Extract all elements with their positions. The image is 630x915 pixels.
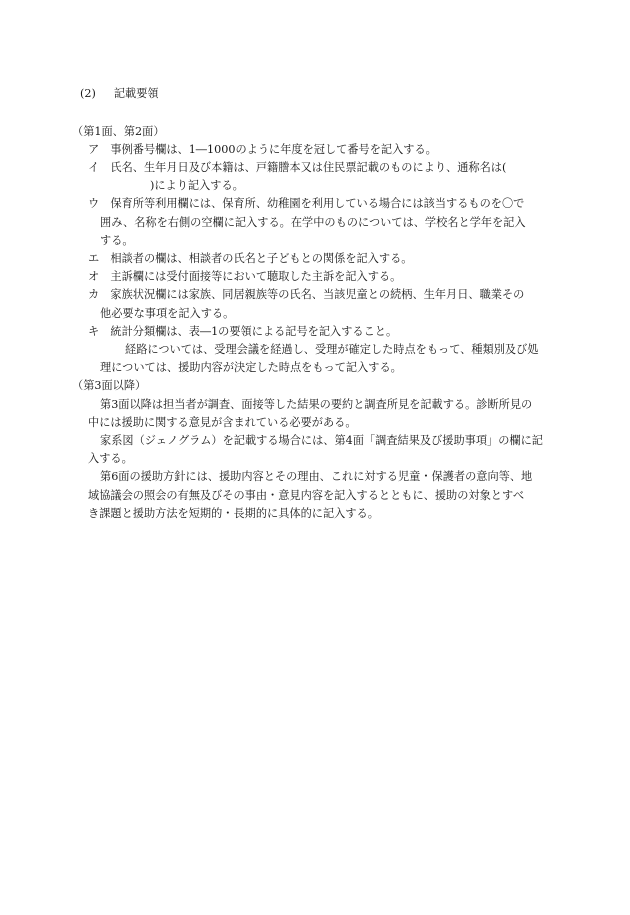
item-u-cont-2: する。 [100, 234, 134, 247]
item-e: エ 相談者の欄は、相談者の氏名と子どもとの関係を記入する。 [88, 252, 413, 265]
item-ka: カ 家族状況欄には家族、同居親族等の氏名、当該児童との続柄、生年月日、職業その [88, 288, 525, 301]
item-ka-cont: 他必要な事項を記入する。 [100, 307, 235, 320]
item-a: ア 事例番号欄は、1―1000のように年度を冠して番号を記入する。 [88, 143, 437, 156]
section-heading [80, 86, 159, 101]
para-genogram: 家系図（ジェノグラム）を記載する場合には、第4面「調査結果及び援助事項」の欄に記 [100, 434, 543, 447]
para-page-6-cont-1: 域協議会の照会の有無及びその事由・意見内容を記入するとともに、援助の対象とすべ [88, 489, 525, 502]
subheading-page-1-2: （第1面、第2面） [72, 125, 165, 138]
para-page-6: 第6面の援助方針には、援助内容とその理由、これに対する児童・保護者の意向等、地 [100, 470, 533, 483]
route-note-cont: 理については、援助内容が決定した時点をもって記入する。 [100, 361, 402, 374]
para-page-6-cont-2: き課題と援助方法を短期的・長期的に具体的に記入する。 [88, 507, 379, 520]
item-u: ウ 保育所等利用欄には、保育所、幼稚園を利用している場合には該当するものを〇で [88, 197, 525, 210]
item-i-cont: )により記入する。 [150, 179, 244, 192]
para-page-3-cont: 中には援助に関する意見が含まれている必要がある。 [88, 416, 357, 429]
section-title: 記載要領 [113, 87, 159, 100]
item-o: オ 主訴欄には受付面接等において聴取した主訴を記入する。 [88, 270, 402, 283]
para-page-3: 第3面以降は担当者が調査、面接等した結果の要約と調査所見を記載する。診断所見の [100, 398, 533, 411]
subheading-page-3: （第3面以降） [72, 379, 147, 392]
item-ki: キ 統計分類欄は、表―1の要領による記号を記入すること。 [88, 325, 398, 338]
para-genogram-cont: 入する。 [88, 452, 133, 465]
item-u-cont-1: 囲み、名称を右側の空欄に記入する。在学中のものについては、学校名と学年を記入 [100, 216, 526, 229]
section-number: (2) [80, 87, 96, 100]
item-i: イ 氏名、生年月日及び本籍は、戸籍謄本又は住民票記載のものにより、通称名は( [88, 161, 507, 174]
route-note: 経路については、受理会議を経過し、受理が確定した時点をもって、種類別及び処 [125, 343, 539, 356]
